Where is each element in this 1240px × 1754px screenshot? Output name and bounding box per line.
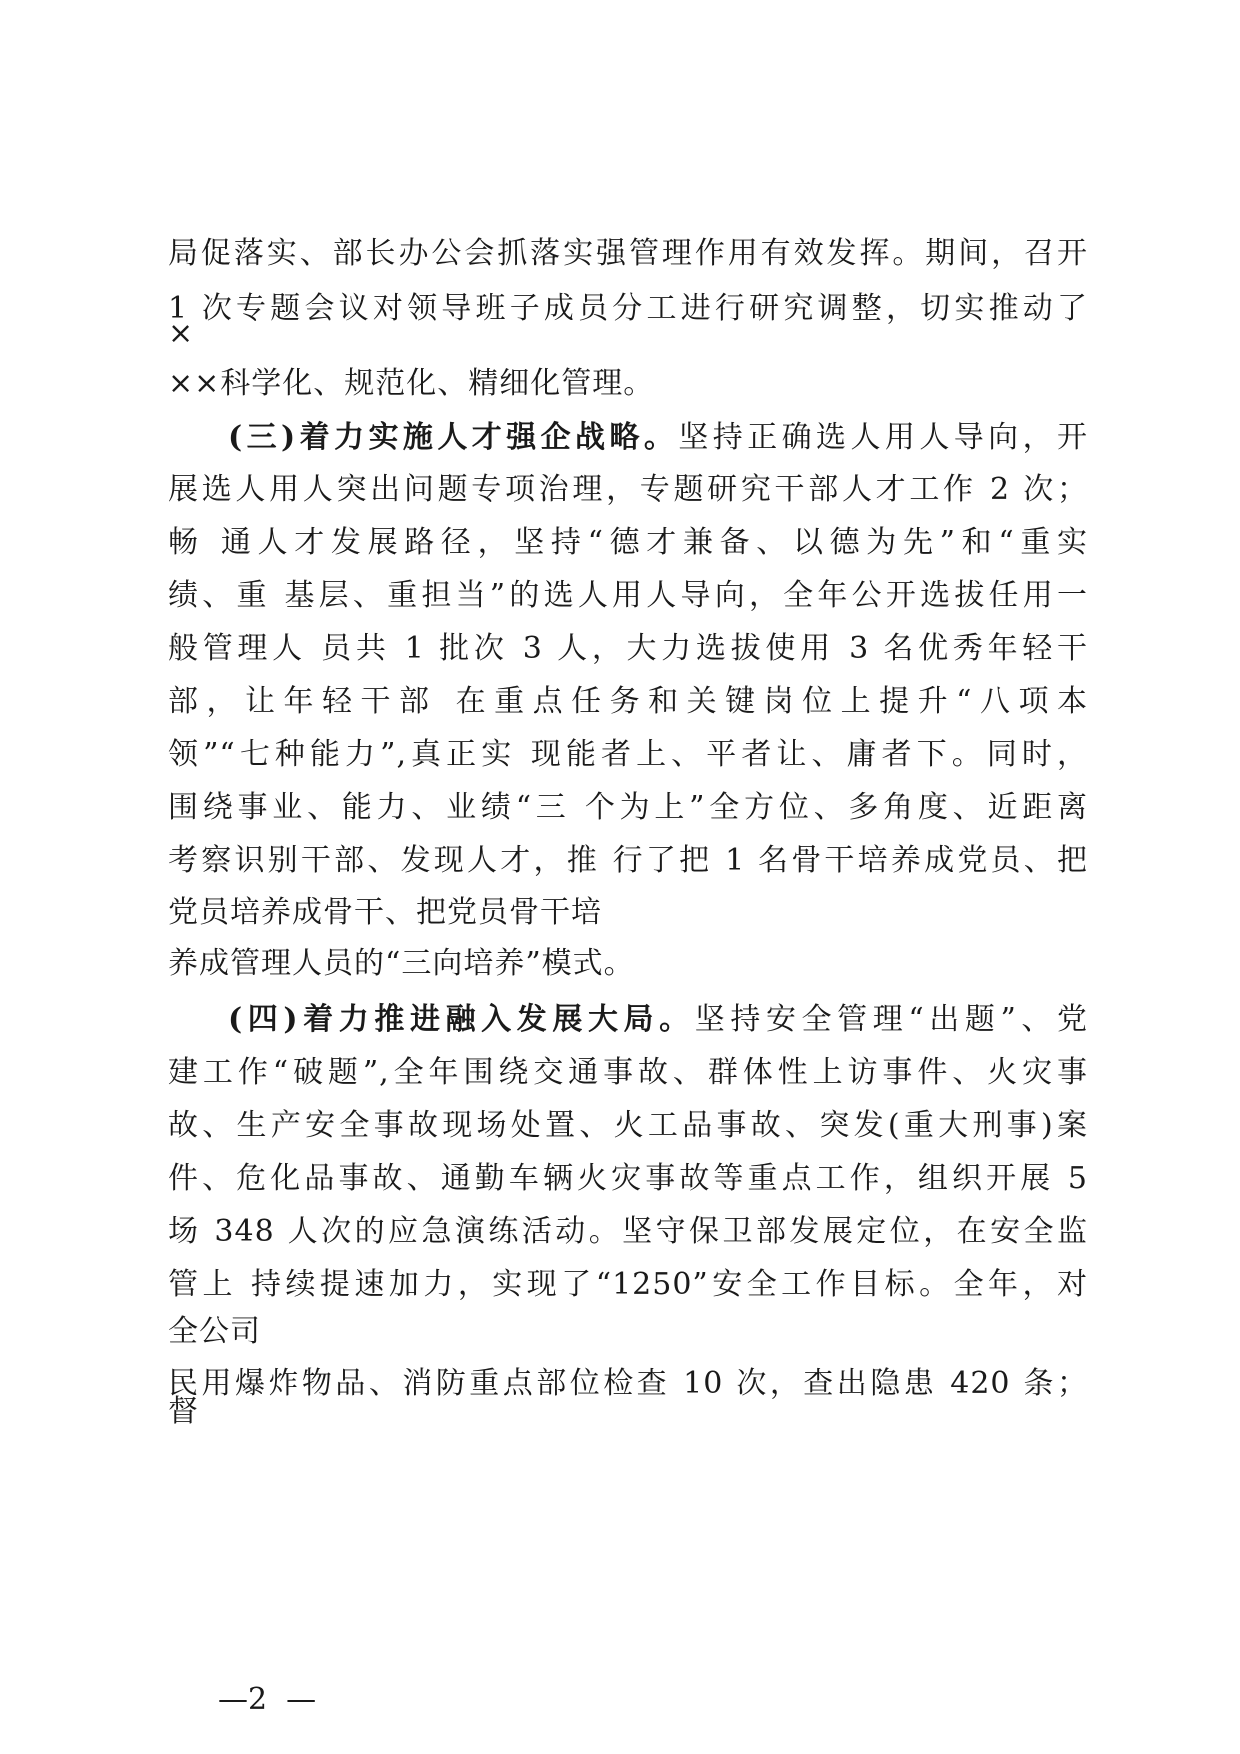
paragraph-line: 民用爆炸物品、消防重点部位检查 10 次，查出隐患 420 条； [168, 1366, 1088, 1401]
paragraph-line: 绩、重 基层、重担当”的选人用人导向，全年公开选拔任用一 [168, 578, 1088, 613]
paragraph-line: 件、危化品事故、通勤车辆火灾事故等重点工作，组织开展 5 [168, 1161, 1088, 1196]
paragraph-line: × [168, 316, 195, 351]
paragraph-line: 领”“七种能力”,真正实 现能者上、平者让、庸者下。同时， [168, 737, 1088, 772]
page-number: —2 — [218, 1682, 317, 1717]
paragraph-line: 1 次专题会议对领导班子成员分工进行研究调整，切实推动了 [168, 291, 1088, 326]
section-heading-rest: 坚持正确选人用人导向，开 [678, 420, 1089, 455]
paragraph-line: 场 348 人次的应急演练活动。坚守保卫部发展定位，在安全监 [168, 1214, 1088, 1249]
paragraph-line: 养成管理人员的“三向培养”模式。 [168, 946, 635, 981]
paragraph-line: 管上 持续提速加力，实现了“1250”安全工作目标。全年，对 [168, 1267, 1088, 1302]
paragraph-line: 部，让年轻干部 在重点任务和关键岗位上提升“八项本 [168, 684, 1088, 719]
section-heading-line [228, 1000, 1088, 1040]
section-heading: (四)着力推进融入发展大局。 [228, 1002, 695, 1037]
paragraph-line: 畅 通人才发展路径，坚持“德才兼备、以德为先”和“重实 [168, 525, 1088, 560]
section-heading-line [228, 418, 1088, 458]
paragraph-line: ××科学化、规范化、精细化管理。 [168, 366, 655, 401]
section-heading: (三)着力实施人才强企战略。 [228, 420, 679, 455]
paragraph-line: 全公司 [168, 1314, 261, 1349]
paragraph-line: 故、生产安全事故现场处置、火工品事故、突发(重大刑事)案 [168, 1108, 1088, 1143]
paragraph-line: 督 [168, 1394, 199, 1429]
paragraph-line: 考察识别干部、发现人才，推 行了把 1 名骨干培养成党员、把 [168, 843, 1088, 878]
section-heading-rest: 坚持安全管理“出题”、党 [694, 1002, 1088, 1037]
paragraph-line: 围绕事业、能力、业绩“三 个为上”全方位、多角度、近距离 [168, 790, 1088, 825]
paragraph-line: 党员培养成骨干、把党员骨干培 [168, 895, 602, 930]
paragraph-line: 般管理人 员共 1 批次 3 人，大力选拔使用 3 名优秀年轻干 [168, 631, 1088, 666]
paragraph-line: 建工作“破题”,全年围绕交通事故、群体性上访事件、火灾事 [168, 1055, 1088, 1090]
paragraph-line: 展选人用人突出问题专项治理，专题研究干部人才工作 2 次； [168, 472, 1088, 507]
paragraph-line: 局促落实、部长办公会抓落实强管理作用有效发挥。期间，召开 [168, 236, 1088, 271]
